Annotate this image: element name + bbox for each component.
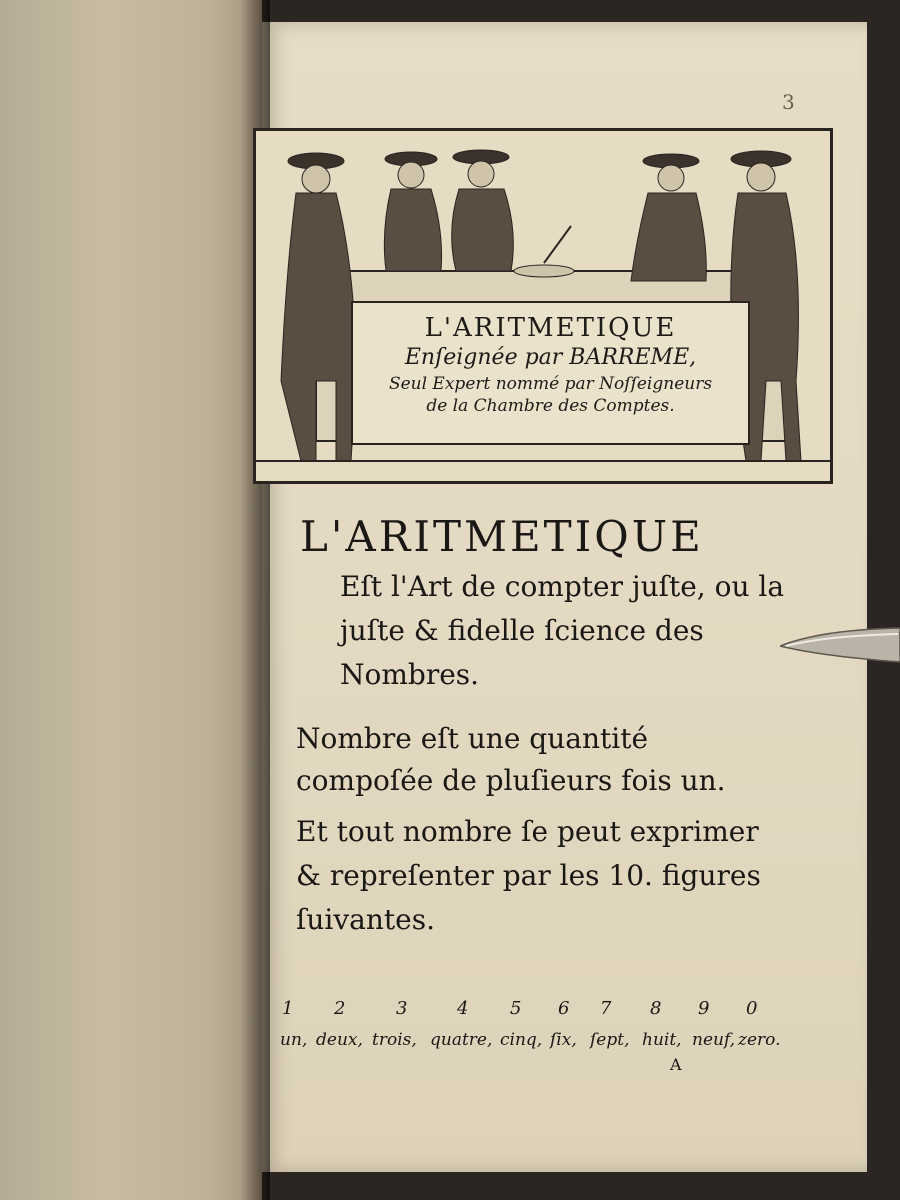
digit: 3 [396, 998, 408, 1019]
number-word: deux, [316, 1030, 363, 1050]
number-word: cinq, [500, 1030, 543, 1050]
number-word: huit, [642, 1030, 682, 1050]
paragraph-definition: Eſt l'Art de compter juſte, ou la juſte & fidelle ſcience des Nombres. [340, 570, 785, 691]
digit: 5 [510, 998, 522, 1019]
digit: 6 [558, 998, 570, 1019]
woodcut-illustration [253, 128, 833, 484]
cartouche-title: L'ARITMETIQUE [424, 313, 677, 343]
number-word: ſix, [550, 1030, 577, 1050]
digit: 4 [457, 998, 469, 1019]
paragraph-number: Nombre eſt une quantité compoſée de pluſieurs fois un. [296, 722, 726, 797]
number-word: neuf, [692, 1030, 736, 1050]
digit: 7 [600, 998, 612, 1019]
title-cartouche [351, 301, 750, 445]
number-word: ſept, [590, 1030, 630, 1050]
number-word: quatre, [430, 1030, 493, 1050]
page-number: 3 [782, 90, 795, 114]
signature-mark: A [670, 1055, 682, 1074]
cartouche-subtitle-2: de la Chambre des Comptes. [426, 396, 675, 416]
digit: 8 [650, 998, 662, 1019]
left-page [0, 0, 262, 1200]
digit: 0 [746, 998, 758, 1019]
chapter-heading: L'ARITMETIQUE [300, 512, 704, 561]
digit-row [282, 998, 782, 1028]
digit: 1 [282, 998, 294, 1019]
paragraph-figures: Et tout nombre ſe peut exprimer & repreſenter par les 10. figures ſuivantes. [296, 815, 761, 936]
number-word: zero. [738, 1030, 781, 1050]
number-word: un, [280, 1030, 308, 1050]
digit: 9 [698, 998, 710, 1019]
number-words-row [280, 1030, 790, 1060]
cartouche-author: Enſeignée par BARREME, [404, 345, 697, 370]
cartouche-subtitle-1: Seul Expert nommé par Noſſeigneurs [388, 374, 713, 394]
digit: 2 [334, 998, 346, 1019]
paper-knife-image [780, 620, 900, 668]
number-word: trois, [372, 1030, 417, 1050]
